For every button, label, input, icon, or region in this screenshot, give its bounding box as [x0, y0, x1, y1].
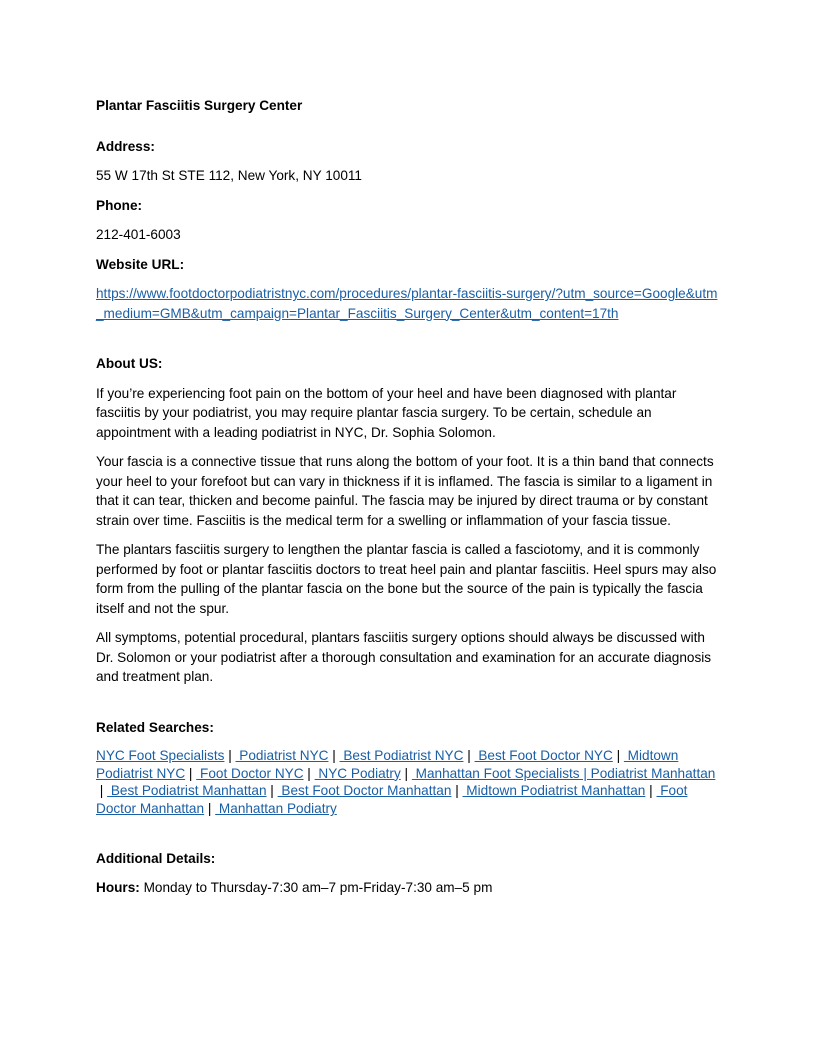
related-link-foot-doctor-manhattan[interactable]: Foot Doctor Manhattan: [96, 783, 688, 817]
spacer: [96, 687, 718, 708]
hours-value: Monday to Thursday-7:30 am–7 pm-Friday-7:30 am–5 pm: [139, 880, 493, 896]
spacer: [96, 274, 718, 284]
related-link-nyc-podiatry[interactable]: NYC Podiatry: [314, 765, 401, 781]
related-link-manhattan-foot-specialists[interactable]: Manhattan Foot Specialists | Podiatrist Manhattan: [411, 765, 716, 781]
related-link-best-podiatrist-nyc[interactable]: Best Podiatrist NYC: [339, 748, 464, 763]
spacer: [96, 186, 718, 196]
about-paragraph-4: All symptoms, potential procedural, plantars fasciitis surgery options should always be discussed with Dr. Solomon or your podiatrist after a thorough consultation and examination for an accurate diagnosis and treatment plan.: [96, 630, 712, 684]
address-value: 55 W 17th St STE 112, New York, NY 10011: [96, 168, 362, 183]
spacer: [96, 737, 718, 747]
about-paragraph-1: If you’re experiencing foot pain on the bottom of your heel and have been diagnosed with plantar fasciitis by your podiatrist, you may require plantar fascia surgery. To be certain, schedule an appointment with a leading podiatrist in NYC, Dr. Sophia Solomon.: [96, 385, 677, 440]
link-separator: |: [400, 765, 412, 781]
link-separator: |: [266, 783, 278, 799]
about-label: About US:: [96, 356, 163, 371]
spacer: [96, 156, 718, 166]
address-label: Address:: [96, 138, 155, 154]
link-separator: |: [328, 748, 340, 763]
spacer: [96, 323, 718, 344]
additional-details-label: Additional Details:: [96, 850, 216, 866]
link-separator: |: [224, 748, 236, 763]
spacer: [96, 708, 718, 718]
spacer: [96, 116, 718, 137]
phone-value: 212-401-6003: [96, 227, 181, 242]
phone-label: Phone:: [96, 197, 143, 213]
related-link-best-podiatrist-manhattan[interactable]: Best Podiatrist Manhattan: [107, 783, 267, 799]
link-separator: |: [645, 783, 657, 799]
related-link-nyc-foot-specialists[interactable]: NYC Foot Specialists: [96, 748, 225, 763]
hours-label: Hours:: [96, 880, 140, 896]
related-searches-label: Related Searches:: [96, 719, 214, 735]
spacer: [96, 868, 718, 878]
related-link-foot-doctor-nyc[interactable]: Foot Doctor NYC: [196, 765, 304, 781]
link-separator: |: [204, 801, 216, 817]
link-separator: |: [185, 765, 197, 781]
link-separator: |: [463, 748, 475, 763]
spacer: [96, 374, 718, 384]
related-link-midtown-podiatrist-nyc[interactable]: Midtown Podiatrist NYC: [96, 748, 679, 781]
spacer: [96, 442, 718, 452]
about-paragraph-3: The plantars fasciitis surgery to lengthen the plantar fascia is called a fasciotomy, and it is commonly performed by foot or plantar fasciitis doctors to treat heel pain and plantar fasciitis. Heel spurs may also form from the pulling of the plantar fascia on the bone but the source of the pain is typically the fascia itself and not the spur.: [96, 542, 717, 616]
website-url-link[interactable]: https://www.footdoctorpodiatristnyc.com/procedures/plantar-fasciitis-surgery/?utm_source=Google&utm_medium=GMB&utm_campaign=Plantar_Fasciitis_Surgery_Center&utm_content=17th: [96, 286, 718, 321]
website-url-paragraph: [96, 284, 718, 323]
website-label: Website URL:: [96, 256, 185, 272]
about-paragraph-2: Your fascia is a connective tissue that runs along the bottom of your foot. It is a thin band that connects your heel to your forefoot but can vary in thickness if it is inflamed. The fascia is similar to a ligament in that it can tear, thicken and become painful. The fascia may be injured by direct trauma or by constant strain over time. Fasciitis is the medical term for a swelling or inflammation of your fascia tissue.: [96, 454, 714, 528]
related-link-midtown-podiatrist-manhattan[interactable]: Midtown Podiatrist Manhattan: [462, 783, 646, 799]
document-title: Plantar Fasciitis Surgery Center: [96, 98, 303, 113]
spacer: [96, 344, 718, 354]
spacer: [96, 839, 718, 849]
spacer: [96, 215, 718, 225]
link-separator: |: [612, 748, 624, 763]
spacer: [96, 818, 718, 839]
related-link-manhattan-podiatry[interactable]: Manhattan Podiatry: [215, 801, 337, 817]
related-link-best-foot-doctor-nyc[interactable]: Best Foot Doctor NYC: [474, 748, 613, 763]
spacer: [96, 530, 718, 540]
related-searches-list: [96, 747, 718, 818]
document-page: [96, 96, 718, 898]
related-link-best-foot-doctor-manhattan[interactable]: Best Foot Doctor Manhattan: [277, 783, 452, 799]
link-separator: |: [96, 783, 108, 799]
link-separator: |: [303, 765, 315, 781]
hours-line: [96, 878, 718, 898]
spacer: [96, 245, 718, 255]
related-link-podiatrist-nyc[interactable]: Podiatrist NYC: [235, 748, 329, 763]
link-separator: |: [451, 783, 463, 799]
spacer: [96, 618, 718, 628]
